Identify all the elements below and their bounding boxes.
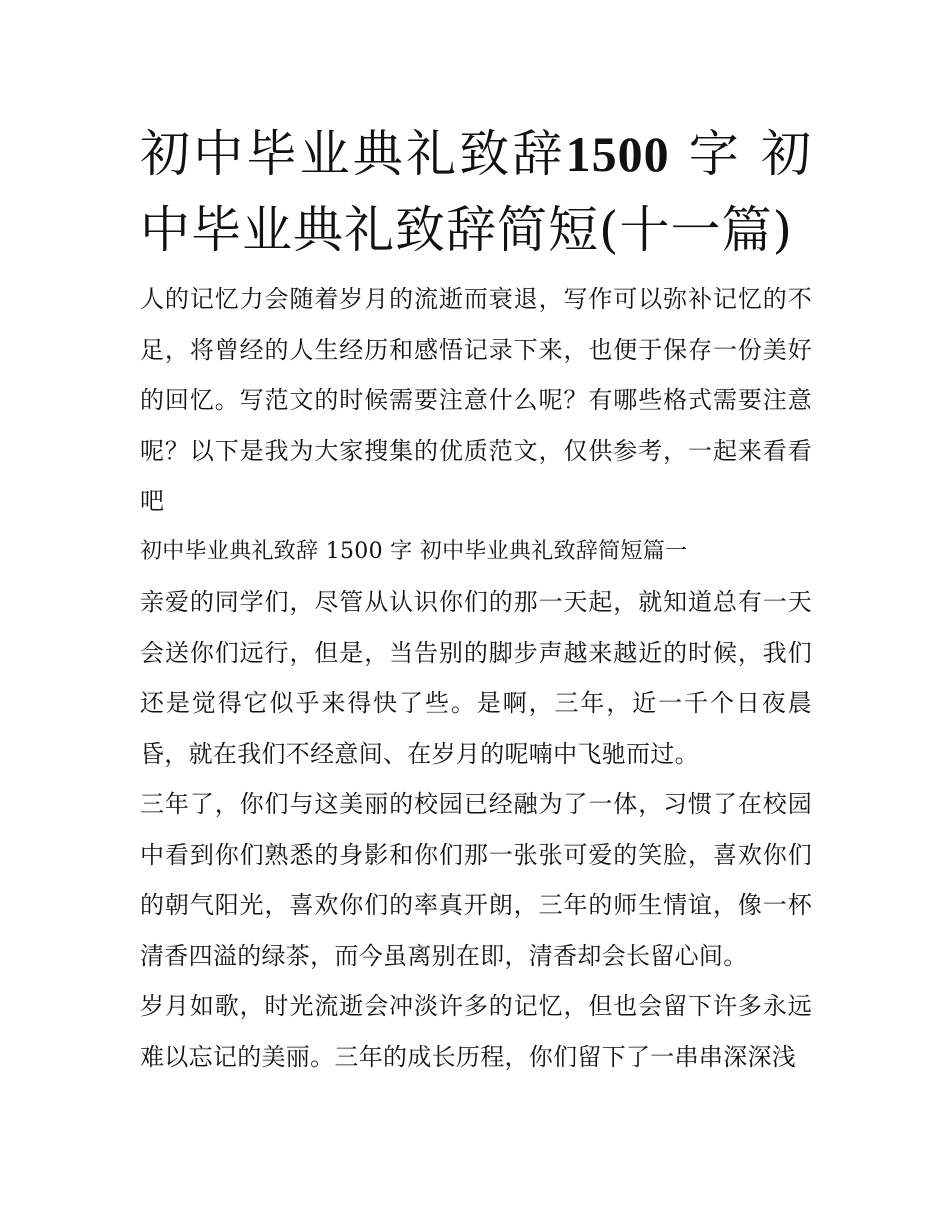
intro-paragraph: 人的记忆力会随着岁月的流逝而衰退，写作可以弥补记忆的不足，将曾经的人生经历和感悟记录下来，也便于保存一份美好的回忆。写范文的时候需要注意什么呢？有哪些格式需要注意呢？以下是我为大家搜集的优质范文，仅供参考，一起来看看吧 (140, 285, 812, 515)
title-number: 1500 (565, 126, 670, 182)
title-text-part2: 字 初中毕业典礼致辞简短(十一篇) (140, 125, 812, 259)
body-paragraph: 亲爱的同学们，尽管从认识你们的那一天起，就知道总有一天会送你们远行，但是，当告别的脚步声越来越近的时候，我们还是觉得它似乎来得快了些。是啊，三年，近一千个日夜晨昏，就在我们不经意间、在岁月的呢喃中飞驰而过。 (140, 588, 812, 768)
section-heading: 初中毕业典礼致辞 1500 字 初中毕业典礼致辞简短篇一 (140, 538, 688, 564)
body-paragraph: 岁月如歌，时光流逝会冲淡许多的记忆，但也会留下许多永远难以忘记的美丽。三年的成长历程，你们留下了一串串深深浅 (140, 992, 812, 1071)
document-body (140, 116, 812, 1082)
document-paragraphs (140, 274, 812, 1082)
document-title (140, 116, 812, 268)
body-paragraph: 三年了，你们与这美丽的校园已经融为了一体，习惯了在校园中看到你们熟悉的身影和你们那一张张可爱的笑脸，喜欢你们的朝气阳光，喜欢你们的率真开朗，三年的师生情谊，像一杯清香四溢的绿茶，而今虽离别在即，清香却会长留心间。 (140, 790, 812, 970)
title-text-part1: 初中毕业典礼致辞 (140, 125, 566, 183)
